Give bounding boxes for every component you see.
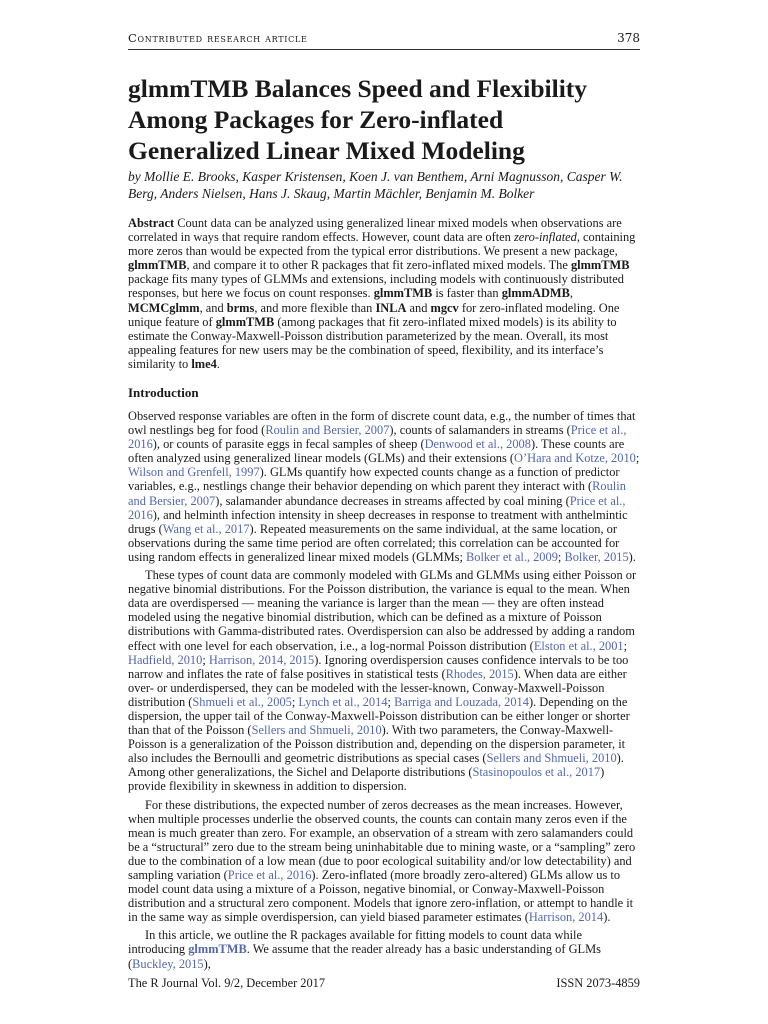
abstract-text: package fits many types of GLMMs and extensions, including models with continuously distributed responses, but here we focus on count responses. (128, 272, 624, 301)
abstract-text: for zero-inflated modeling. One unique feature of (128, 300, 620, 329)
citation-link[interactable]: Barriga and Louzada, 2014 (394, 694, 529, 709)
body-text: ). With two parameters, the Conway-Maxwell-Poisson is a generalization of the Poisson distribution and, depending on the dispersion parameter, it also includes the Bernoulli and geometric distributions as special cases ( (128, 723, 626, 766)
body-text: ). When data are either over- or underdispersed, they can be modeled with the lesser-known, Conway-Maxwell-Poisson distribution ( (128, 666, 627, 709)
package-name: glmmTMB (373, 286, 433, 301)
abstract-text: (among packages that fit zero-inflated mixed models) is its ability to estimate the Conway-Maxwell-Poisson distribution parameterized by the mean. Overall, its most appealing features for new users may be the combination of speed, flexibility, and its interface’s similarity to (128, 314, 617, 371)
citation-link[interactable]: Denwood et al., 2008 (424, 437, 531, 452)
citation-link[interactable]: Sellers and Shmueli, 2010 (486, 751, 617, 766)
body-text: ), and helminth infection intensity in sheep decreases in response to treatment with anthelmintic drugs ( (128, 507, 628, 536)
citation-link[interactable]: Price et al., 2016 (227, 868, 312, 882)
abstract-text: is faster than (432, 286, 502, 301)
running-title: Contributed research article (128, 31, 308, 45)
body-text: ). Ignoring overdispersion causes confidence intervals to be too narrow and inflates the rate of false positives in statistical tests ( (128, 652, 629, 681)
body-text: . We assume that the reader already has a basic understanding of GLMs ( (128, 942, 601, 971)
body-text: ; (557, 549, 565, 564)
citation-link[interactable]: Hadfield, 2010 (128, 652, 203, 667)
citation-link[interactable]: Wang et al., 2017 (162, 521, 250, 536)
body-paragraph (128, 928, 640, 970)
package-name: glmmTMB (215, 314, 275, 329)
citation-link[interactable]: Harrison, 2014, 2015 (208, 652, 315, 667)
body-text: ). GLMs quantify how expected counts change as a function of predictor variables, e.g., nestlings change their behavior depending on which parent they interact with ( (128, 465, 620, 494)
page-number: 378 (617, 31, 640, 45)
abstract-text: , and compare it to other R packages that fit zero-inflated mixed models. The (186, 258, 571, 273)
citation-link[interactable]: Roulin and Bersier, 2007 (128, 479, 626, 508)
citation-link[interactable]: Lynch et al., 2014 (298, 694, 388, 709)
journal-citation: The R Journal Vol. 9/2, December 2017 (128, 976, 326, 990)
abstract-text: , and more flexible than (254, 300, 376, 315)
body-text: ; (202, 652, 209, 667)
issn: ISSN 2073-4859 (556, 976, 640, 990)
body-text: ). Depending on the dispersion, the upper tail of the Conway-Maxwell-Poisson distribution can be either longer or shorter than that of the Poisson ( (128, 694, 630, 738)
abstract-text: , (569, 286, 573, 301)
body-paragraph (128, 798, 640, 925)
body-text: ), salamander abundance decreases in streams affected by coal mining ( (215, 493, 570, 508)
package-name: glmmTMB (570, 258, 630, 273)
citation-link[interactable]: O’Hara and Kotze, 2010 (514, 451, 636, 466)
body-text: ; (623, 638, 628, 653)
package-name: INLA (375, 300, 407, 315)
citation-link[interactable]: Roulin and Bersier, 2007 (265, 423, 390, 438)
citation-link[interactable]: Wilson and Grenfell, 1997 (128, 465, 260, 480)
abstract-text: Count data can be analyzed using generalized linear mixed models when observations are correlated in ways that require random effects. However, count data are often (128, 216, 622, 245)
author-list: by Mollie E. Brooks, Kasper Kristensen, Koen J. van Benthem, Arni Magnusson, Casper W. Berg, Anders Nielsen, Hans J. Skaug, Martin Mächler, Benjamin M. Bolker (128, 169, 623, 201)
page-footer (128, 976, 640, 992)
abstract-emphasis: zero-inflated (513, 230, 577, 245)
body-text: ), (203, 956, 211, 971)
package-name: glmmTMB (128, 258, 187, 273)
citation-link[interactable]: Price et al., 2016 (128, 493, 626, 522)
body-text: These types of count data are commonly modeled with GLMs and GLMMs using either Poisson or negative binomial distributions. For the Poisson distribution, the variance is equal to the mean. When data are overdispersed — meaning the variance is larger than the mean — they are often instead modeled using the negative binomial distribution, which can be defined as a mixture of Poisson distributions with Gamma-distributed rates. Overdispersion can also be addressed by adding a random effect with one level for each observation, i.e., a log-normal Poisson distribution ( (128, 568, 637, 653)
citation-link[interactable]: Price et al., 2016 (128, 423, 627, 452)
body-text: ; (291, 694, 299, 709)
body-text: ) provide flexibility in skewness in addition to dispersion. (128, 765, 605, 794)
introduction-body (128, 409, 640, 975)
article-title: glmmTMB Balances Speed and Flexibility Among Packages for Zero-inflated Generalized Linear Mixed Modeling (128, 74, 588, 165)
abstract-text: , containing more zeros than would be expected from the typical error distributions. We present a new package, (128, 230, 636, 259)
body-text: ). (603, 910, 611, 925)
body-text: ; (387, 694, 395, 709)
abstract-text: and (406, 300, 431, 315)
body-text: ). These counts are often analyzed using generalized linear models (GLMs) and their extensions ( (128, 437, 625, 466)
citation-link[interactable]: Stasinopoulos et al., 2017 (472, 765, 601, 780)
abstract-text: , and (199, 300, 227, 315)
body-text: ). Zero-inflated (more broadly zero-altered) GLMs allow us to model count data using a mixture of a Poisson, negative binomial, or Conway-Maxwell-Poisson distribution and a structural zero component. Models that ignore zero-inflation, or attempt to handle it in the same way as simple overdispersion, can yield biased parameter estimates ( (128, 868, 634, 925)
body-text: ). (628, 549, 636, 564)
citation-link[interactable]: Shmueli et al., 2005 (192, 694, 292, 709)
abstract-label: Abstract (128, 216, 175, 230)
citation-link[interactable]: Rhodes, 2015 (445, 666, 514, 681)
abstract-text: . (216, 356, 220, 371)
body-text: ; (635, 451, 640, 466)
citation-link[interactable]: Harrison, 2014 (528, 910, 604, 925)
body-text: ), counts of salamanders in streams ( (389, 423, 571, 438)
body-paragraph (128, 409, 640, 564)
running-head (128, 31, 640, 49)
body-text: Observed response variables are often in the form of discrete count data, e.g., the number of times that owl nestlings beg for food ( (128, 409, 636, 438)
body-paragraph (128, 568, 640, 794)
citation-link[interactable]: Bolker et al., 2009 (466, 549, 558, 564)
package-link[interactable]: glmmTMB (188, 942, 247, 957)
body-text: In this article, we outline the R packages available for fitting models to count data while introducing (128, 928, 582, 957)
section-heading-introduction: Introduction (128, 385, 199, 400)
package-name: brms (226, 300, 255, 315)
package-name: glmmADMB (501, 286, 570, 301)
header-rule (128, 49, 640, 50)
body-text: ). Among other generalizations, the Sichel and Delaporte distributions ( (128, 751, 624, 780)
package-name: mgcv (430, 300, 459, 315)
citation-link[interactable]: Elston et al., 2001 (533, 638, 624, 653)
body-text: ), or counts of parasite eggs in fecal samples of sheep ( (152, 437, 425, 452)
citation-link[interactable]: Sellers and Shmueli, 2010 (251, 723, 382, 738)
citation-link[interactable]: Bolker, 2015 (564, 549, 629, 564)
body-text: ). Repeated measurements on the same individual, at the same location, or observations during the same time period are often correlated; this correlation can be accounted for using random effects in generalized linear mixed models (GLMMs; (128, 521, 620, 564)
abstract (128, 216, 640, 371)
package-name: lme4 (191, 356, 217, 371)
citation-link[interactable]: Buckley, 2015 (132, 956, 204, 971)
package-name: MCMCglmm (128, 300, 200, 315)
body-text: For these distributions, the expected number of zeros decreases as the mean increases. However, when multiple processes underlie the observed counts, the counts can contain many zeros even if the mean is much greater than zero. For example, an observation of a stream with zero salamanders could be a “structural” zero due to the stream being uninhabitable due to mining waste, or a “sampling” zero due to the combination of a low mean (due to poor ecological suitability and/or low detectability) and sampling variation ( (128, 797, 636, 882)
